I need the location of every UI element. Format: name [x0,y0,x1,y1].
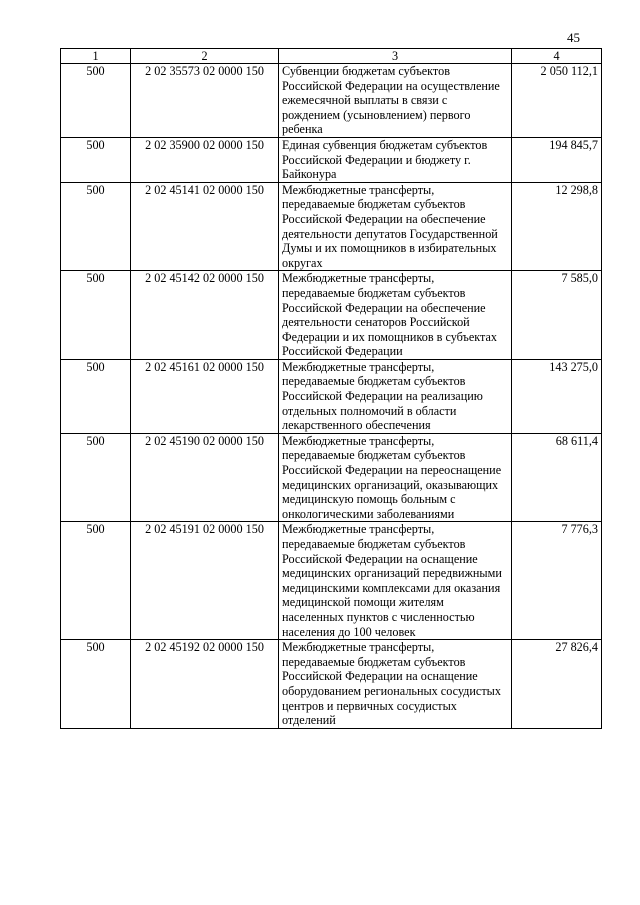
amount-cell: 27 826,4 [512,640,602,729]
table-row [61,137,602,182]
admin-code-cell: 500 [61,522,131,640]
budget-code-cell: 2 02 45191 02 0000 150 [131,522,279,640]
revenue-name-cell: Единая субвенция бюджетам субъектов Российской Федерации и бюджету г. Байконура [279,137,512,182]
table-row [61,64,602,138]
amount-cell: 7 776,3 [512,522,602,640]
budget-code-cell: 2 02 45190 02 0000 150 [131,433,279,522]
revenue-name-cell: Межбюджетные трансферты, передаваемые бюджетам субъектов Российской Федерации на обеспечение деятельности сенаторов Российской Федерации и их помощников в субъектах Российской Федерации [279,271,512,360]
table-row [61,522,602,640]
amount-cell: 2 050 112,1 [512,64,602,138]
column-header-2: 2 [131,49,279,64]
revenue-name-cell: Субвенции бюджетам субъектов Российской Федерации на осуществление ежемесячной выплаты в связи с рождением (усыновлением) первого ребенка [279,64,512,138]
table-row [61,640,602,729]
amount-cell: 194 845,7 [512,137,602,182]
budget-code-cell: 2 02 45142 02 0000 150 [131,271,279,360]
header-row [61,49,602,64]
table-row [61,359,602,433]
amount-cell: 7 585,0 [512,271,602,360]
budget-table [60,48,602,729]
revenue-name-cell: Межбюджетные трансферты, передаваемые бюджетам субъектов Российской Федерации на реализацию отдельных полномочий в области лекарственного обеспечения [279,359,512,433]
admin-code-cell: 500 [61,64,131,138]
revenue-name-cell: Межбюджетные трансферты, передаваемые бюджетам субъектов Российской Федерации на переоснащение медицинских организаций, оказывающих медицинскую помощь больным с онкологическими заболеваниями [279,433,512,522]
admin-code-cell: 500 [61,137,131,182]
table-row [61,182,602,271]
page-number: 45 [567,30,580,45]
table-row [61,271,602,360]
budget-code-cell: 2 02 45192 02 0000 150 [131,640,279,729]
column-header-3: 3 [279,49,512,64]
table-body [61,64,602,729]
admin-code-cell: 500 [61,640,131,729]
column-header-4: 4 [512,49,602,64]
admin-code-cell: 500 [61,433,131,522]
amount-cell: 12 298,8 [512,182,602,271]
budget-code-cell: 2 02 45141 02 0000 150 [131,182,279,271]
admin-code-cell: 500 [61,359,131,433]
admin-code-cell: 500 [61,182,131,271]
budget-code-cell: 2 02 45161 02 0000 150 [131,359,279,433]
amount-cell: 68 611,4 [512,433,602,522]
revenue-name-cell: Межбюджетные трансферты, передаваемые бюджетам субъектов Российской Федерации на обеспечение деятельности депутатов Государственной Думы и их помощников в избирательных округах [279,182,512,271]
column-header-1: 1 [61,49,131,64]
budget-code-cell: 2 02 35573 02 0000 150 [131,64,279,138]
table-row [61,433,602,522]
budget-code-cell: 2 02 35900 02 0000 150 [131,137,279,182]
revenue-name-cell: Межбюджетные трансферты, передаваемые бюджетам субъектов Российской Федерации на оснащение оборудованием региональных сосудистых центров и первичных сосудистых отделений [279,640,512,729]
table-header [61,49,602,64]
revenue-name-cell: Межбюджетные трансферты, передаваемые бюджетам субъектов Российской Федерации на оснащение медицинских организаций передвижными медицинскими комплексами для оказания медицинской помощи жителям населенных пунктов с численностью населения до 100 человек [279,522,512,640]
admin-code-cell: 500 [61,271,131,360]
amount-cell: 143 275,0 [512,359,602,433]
